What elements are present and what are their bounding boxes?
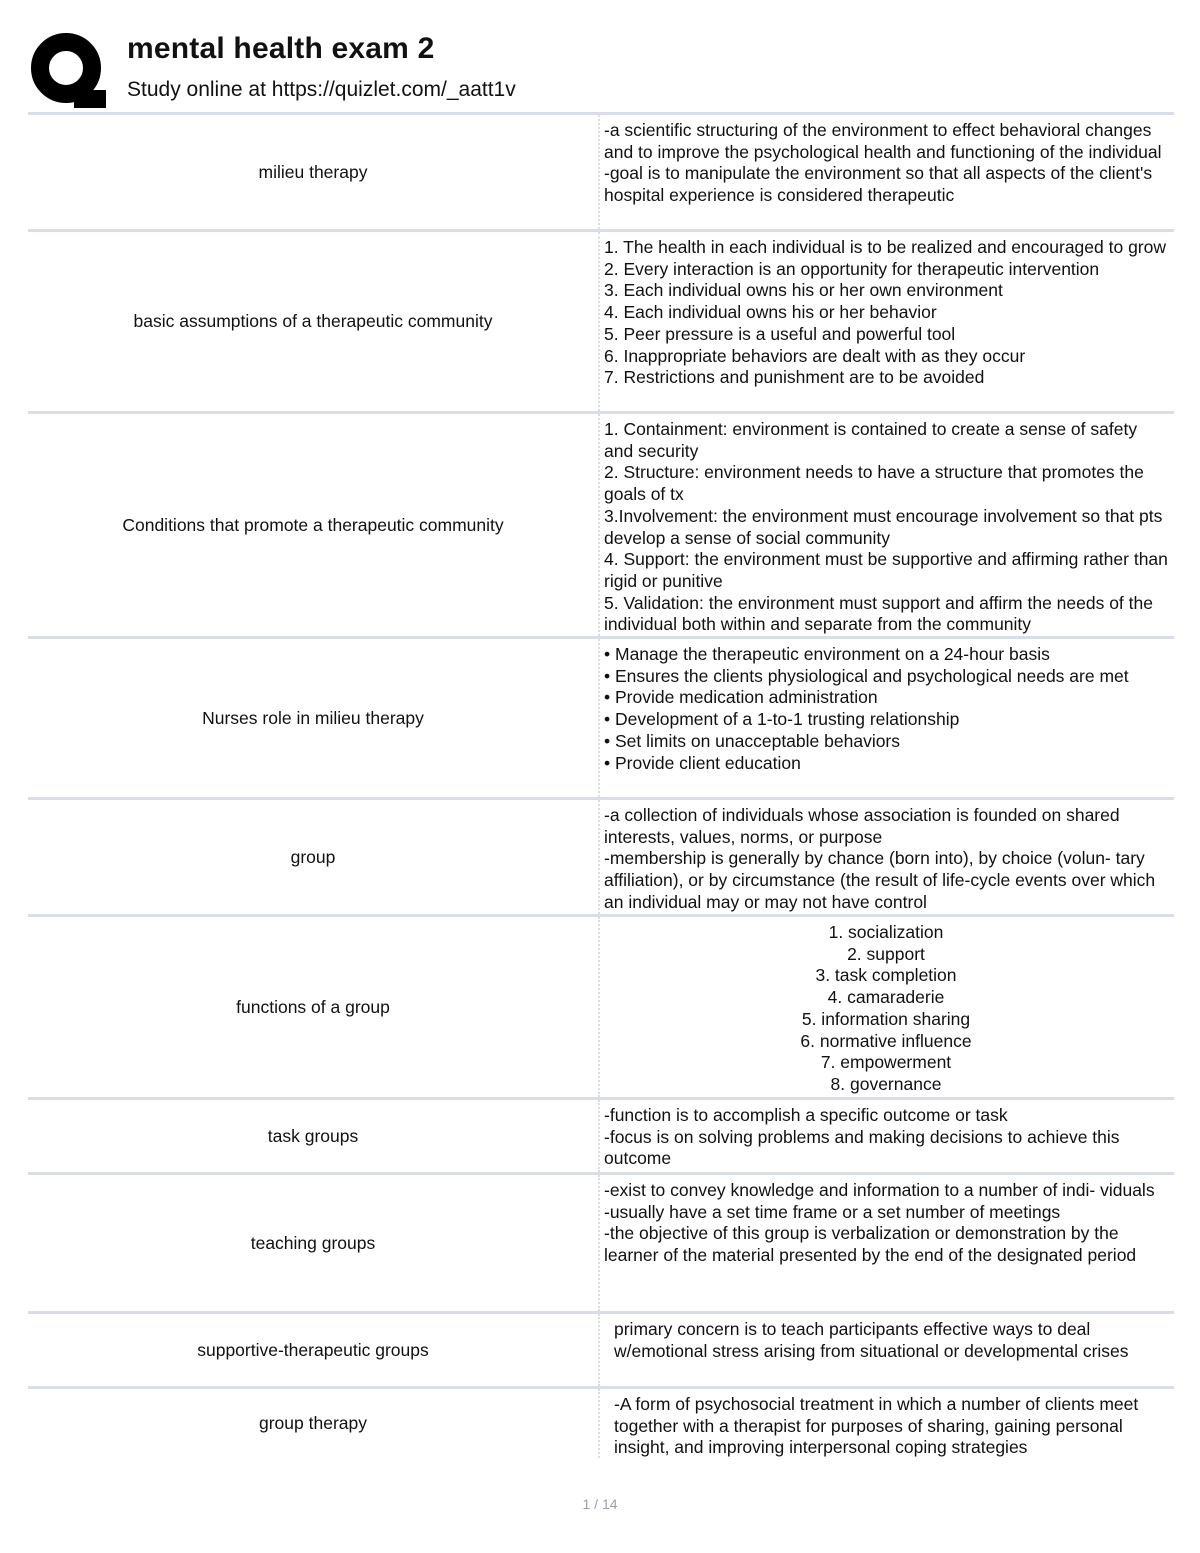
- card-definition: -a collection of individuals whose association is founded on shared interests, values, norms, or purpose -membership is generally by chance (born into), by choice (volun- tary affiliation), or by circumstance (the result of life-cycle events over which an individual may or may not have control: [604, 805, 1156, 912]
- page-number: 1 / 14: [582, 1496, 618, 1512]
- card-term: task groups: [28, 1100, 600, 1172]
- page-title: mental health exam 2: [127, 32, 435, 65]
- card-definition: -exist to convey knowledge and information to a number of indi- viduals -usually have a set time frame or a set number of meetings -the objective of this group is verbalization or demonstration by the learner of the material presented by the end of the designated period: [604, 1180, 1155, 1266]
- card-term: basic assumptions of a therapeutic community: [28, 232, 600, 411]
- quizlet-logo-icon: [30, 32, 106, 108]
- card-definition: 1. socialization 2. support 3. task completion 4. camaraderie 5. information sharing 6. normative influence 7. empowerment 8. governance: [800, 922, 972, 1094]
- flashcard-row: [28, 112, 1174, 229]
- card-term: Conditions that promote a therapeutic community: [28, 414, 600, 636]
- flashcard-row: [28, 636, 1174, 797]
- flashcard-row: [28, 1386, 1174, 1458]
- card-term: supportive-therapeutic groups: [28, 1314, 600, 1386]
- flashcard-row: [28, 797, 1174, 914]
- card-definition: -a scientific structuring of the environment to effect behavioral changes and to improve the psychological health and functioning of the individual -goal is to manipulate the environment so that all aspects of the client's hospital experience is considered therapeutic: [604, 120, 1162, 206]
- flashcard-row: [28, 914, 1174, 1097]
- flashcard-row: [28, 1311, 1174, 1386]
- card-definition: primary concern is to teach participants effective ways to deal w/emotional stress arising from situational or developmental crises: [614, 1319, 1129, 1361]
- card-term: functions of a group: [28, 917, 600, 1097]
- page-header: [28, 28, 1178, 110]
- study-online-link[interactable]: Study online at https://quizlet.com/_aatt1v: [127, 78, 516, 101]
- card-term: teaching groups: [28, 1175, 600, 1311]
- card-term: milieu therapy: [28, 115, 600, 229]
- card-definition: • Manage the therapeutic environment on a 24-hour basis • Ensures the clients physiological and psychological needs are met • Provide medication administration • Development of a 1-to-1 trusting relationship • Set limits on unacceptable behaviors • Provide client education: [604, 644, 1129, 773]
- card-definition: -A form of psychosocial treatment in which a number of clients meet together with a therapist for purposes of sharing, gaining personal insight, and improving interpersonal coping strategies: [614, 1394, 1139, 1458]
- flashcard-row: [28, 1172, 1174, 1311]
- card-definition: 1. The health in each individual is to be realized and encouraged to grow 2. Every interaction is an opportunity for therapeutic intervention 3. Each individual owns his or her own environment 4. Each individual owns his or her behavior 5. Peer pressure is a useful and powerful tool 6. Inappropriate behaviors are dealt with as they occur 7. Restrictions and punishment are to be avoided: [604, 237, 1166, 388]
- card-term: group therapy: [28, 1389, 600, 1458]
- flashcard-row: [28, 229, 1174, 411]
- flashcard-table: [28, 112, 1174, 1458]
- flashcard-row: [28, 411, 1174, 636]
- card-term: group: [28, 800, 600, 914]
- card-definition: 1. Containment: environment is contained to create a sense of safety and security 2. Structure: environment needs to have a structure that promotes the goals of tx 3.Involvement: the environment must encourage involvement so that pts develop a sense of social community 4. Support: the environment must be supportive and affirming rather than rigid or punitive 5. Validation: the environment must support and affirm the needs of the individual both within and separate from the community: [604, 419, 1168, 635]
- flashcard-row: [28, 1097, 1174, 1172]
- card-definition: -function is to accomplish a specific outcome or task -focus is on solving problems and making decisions to achieve this outcome: [604, 1105, 1120, 1169]
- card-term: Nurses role in milieu therapy: [28, 639, 600, 797]
